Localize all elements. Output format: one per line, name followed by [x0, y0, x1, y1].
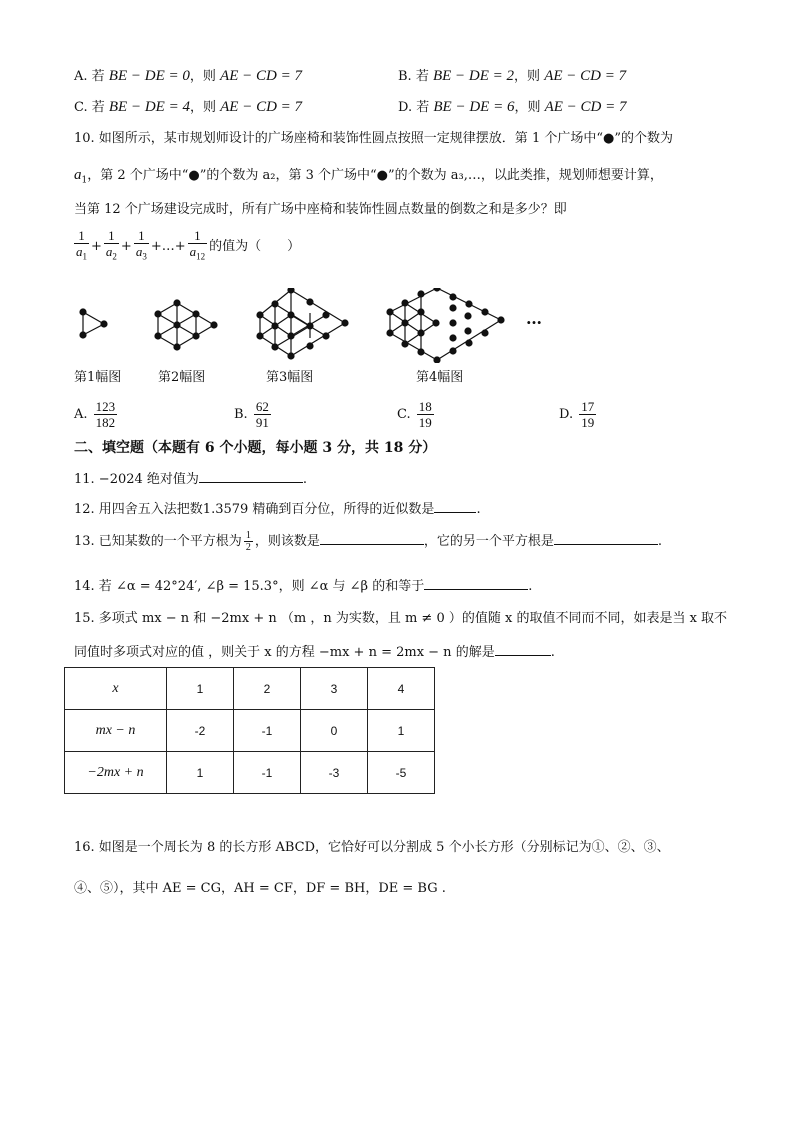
caption-fig2: 第2幅图 [158, 370, 206, 385]
q10-expression: $\frac{1}{a_1}$ + $\frac{1}{a_2}$ + $\frac{1}{a_3}$ +…+ $\frac{1}{a_{12}}$ 的值为（ ） [76, 228, 301, 262]
values-table [64, 667, 435, 794]
q10-option-c: C. $\frac{18}{19}$ [397, 399, 432, 430]
figure-1 [80, 309, 107, 338]
q12: 12. 用四舍五入法把数1.3579 精确到百分位，所得的近似数是 . [74, 498, 481, 519]
caption-fig4: 第4幅图 [416, 370, 464, 385]
q13: 13. 已知某数的一个平方根为 $\frac{1}{2}$ ，则该数是 ，它的另一个平方根是 . [74, 530, 662, 553]
figure-3 [257, 288, 348, 359]
figure-2 [155, 300, 217, 350]
q10-line2: $a_1$，第 2 个广场中“●”的个数为 a₂，第 3 个广场中“●”的个数为 a₃,…，以此类推，规划师想要计算， [74, 167, 663, 186]
q10-line3: 当第 12 个广场建设完成时，所有广场中座椅和装饰性圆点数量的倒数之和是多少？即 [74, 202, 567, 217]
q10-option-b: B. $\frac{62}{91}$ [234, 399, 269, 430]
q12-blank [434, 498, 476, 513]
q9-option-d: D. 若 BE − DE = 6，则 AE − CD = 7 [398, 99, 627, 115]
q13-blank-1 [320, 530, 424, 545]
q10-option-a: A. $\frac{123}{182}$ [74, 399, 116, 430]
q16-line1: 16. 如图是一个周长为 8 的长方形 ABCD，它恰好可以分割成 5 个小长方形（分别标记为①、②、③、 [74, 840, 670, 855]
q14: 14. 若 ∠α = 42°24′, ∠β = 15.3°，则 ∠α 与 ∠β 的和等于 . [74, 575, 532, 596]
q15-blank [495, 641, 551, 656]
dot-pattern-figures [70, 288, 550, 363]
table-row: −2mx + n 1 -1 -3 -5 [65, 752, 435, 794]
q13-blank-2 [554, 530, 658, 545]
table-row: mx − n -2 -1 0 1 [65, 710, 435, 752]
q15-line1: 15. 多项式 mx − n 和 −2mx + n （m ，n 为实数，且 m ≠ 0 ）的值随 x 的取值不同而不同，如表是当 x 取不 [74, 611, 728, 626]
q11-blank [199, 468, 303, 483]
q10-line1: 10. 如图所示，某市规划师设计的广场座椅和装饰性圆点按照一定规律摆放．第 1 个广场中“●”的个数为 [74, 131, 673, 146]
caption-fig3: 第3幅图 [266, 370, 314, 385]
table-row: x 1 2 3 4 [65, 668, 435, 710]
q9-option-b: B. 若 BE − DE = 2，则 AE − CD = 7 [398, 68, 627, 84]
caption-fig1: 第1幅图 [74, 370, 122, 385]
section-fill-in-title: 二、填空题（本题有 6 个小题，每小题 3 分，共 18 分） [74, 440, 437, 456]
q15-line2: 同值时多项式对应的值 ，则关于 x 的方程 −mx + n = 2mx − n 的解是 . [74, 641, 555, 662]
q11: 11. −2024 绝对值为 . [74, 468, 307, 489]
q16-line2: ④、⑤），其中 AE = CG，AH = CF，DF = BH，DE = BG . [74, 881, 446, 896]
figure-4 [387, 288, 504, 363]
figures-ellipsis: … [526, 309, 542, 328]
q9-option-c: C. 若 BE − DE = 4，则 AE − CD = 7 [74, 99, 303, 115]
q14-blank [424, 575, 528, 590]
q10-option-d: D. $\frac{17}{19}$ [559, 399, 595, 430]
q9-option-a: A. 若 BE − DE = 0，则 AE − CD = 7 [74, 68, 302, 84]
